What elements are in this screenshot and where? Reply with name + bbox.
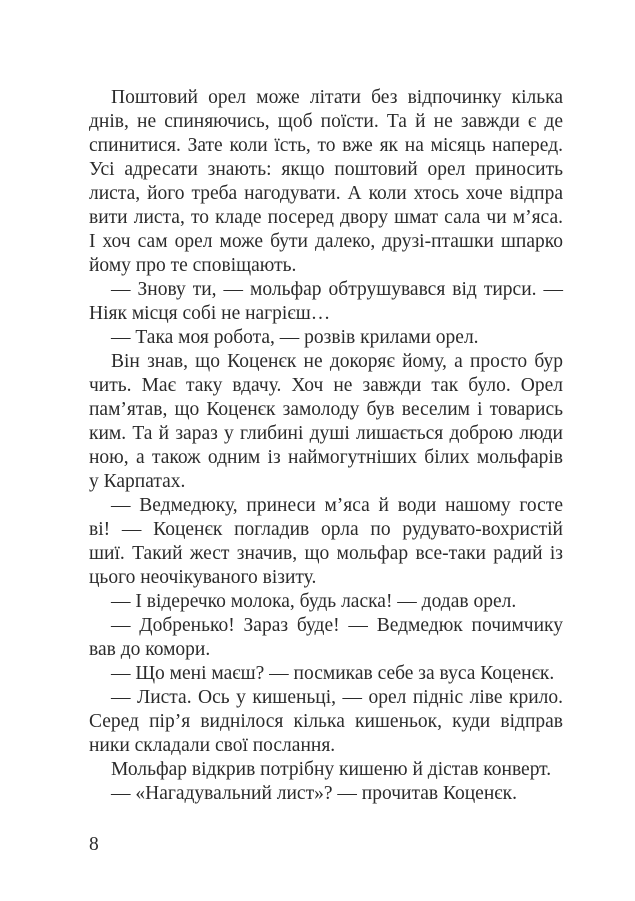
- text-line: ким. Та й зараз у глибині душі лишається доброю люди: [89, 423, 563, 444]
- text-line: Ніяк місця собі не нагрієш…: [89, 303, 331, 324]
- text-line: Поштовий орел може літати без відпочинку кілька: [111, 87, 563, 108]
- text-line: спинитися. Зате коли їсть, то вже як на місяць наперед.: [89, 135, 563, 156]
- text-line: чить. Має таку вдачу. Хоч не завжди так було. Орел: [89, 375, 563, 396]
- text-line: вити листа, то кладе посеред двору шмат сала чи м’яса.: [89, 207, 563, 228]
- text-line: — Що мені маєш? — посмикав себе за вуса Коценєк.: [111, 663, 555, 684]
- text-line: шиї. Такий жест значив, що мольфар все-таки радий із: [89, 543, 563, 564]
- text-line: — Листа. Ось у кишеньці, — орел підніс ліве крило.: [111, 687, 563, 708]
- text-line: листа, його треба нагодувати. А коли хтось хоче відпра: [89, 183, 563, 204]
- text-line: І хоч сам орел може бути далеко, друзі-пташки шпарко: [89, 231, 563, 252]
- text-line: Серед пір’я виднілося кілька кишеньок, куди відправ: [89, 711, 563, 732]
- text-line: — Ведмедюку, принеси м’яса й води нашому госте: [111, 495, 563, 516]
- text-line: Він знав, що Коценєк не докоряє йому, а просто бур: [111, 351, 563, 372]
- text-line: — Добренько! Зараз буде! — Ведмедюк почимчику: [111, 615, 563, 636]
- text-line: — Така моя робота, — розвів крилами орел.: [111, 327, 479, 348]
- text-line: днів, не спиняючись, щоб поїсти. Та й не завжди є де: [89, 111, 563, 132]
- text-line: пам’ятав, що Коценєк замолоду був веселим і товарись: [89, 399, 563, 420]
- text-line: — «Нагадувальний лист»? — прочитав Коценєк.: [111, 783, 517, 804]
- text-line: — І відеречко молока, будь ласка! — додав орел.: [111, 591, 517, 612]
- text-line: Мольфар відкрив потрібну кишеню й дістав конверт.: [111, 759, 552, 780]
- text-line: цього неочікуваного візиту.: [89, 567, 317, 588]
- text-line: Усі адресати знають: якщо поштовий орел приносить: [89, 159, 563, 180]
- text-line: ві! — Коценєк погладив орла по рудувато-вохристій: [89, 519, 563, 540]
- text-line: йому про те сповіщають.: [89, 255, 297, 276]
- text-line: вав до комори.: [89, 639, 211, 660]
- text-line: ники складали свої послання.: [89, 735, 336, 756]
- text-line: — Знову ти, — мольфар обтрушувався від тирси. —: [111, 279, 563, 300]
- page-number: 8: [89, 834, 99, 855]
- text-line: ною, а також одним із наймогутніших білих мольфарів: [89, 447, 563, 468]
- text-line: у Карпатах.: [89, 471, 186, 492]
